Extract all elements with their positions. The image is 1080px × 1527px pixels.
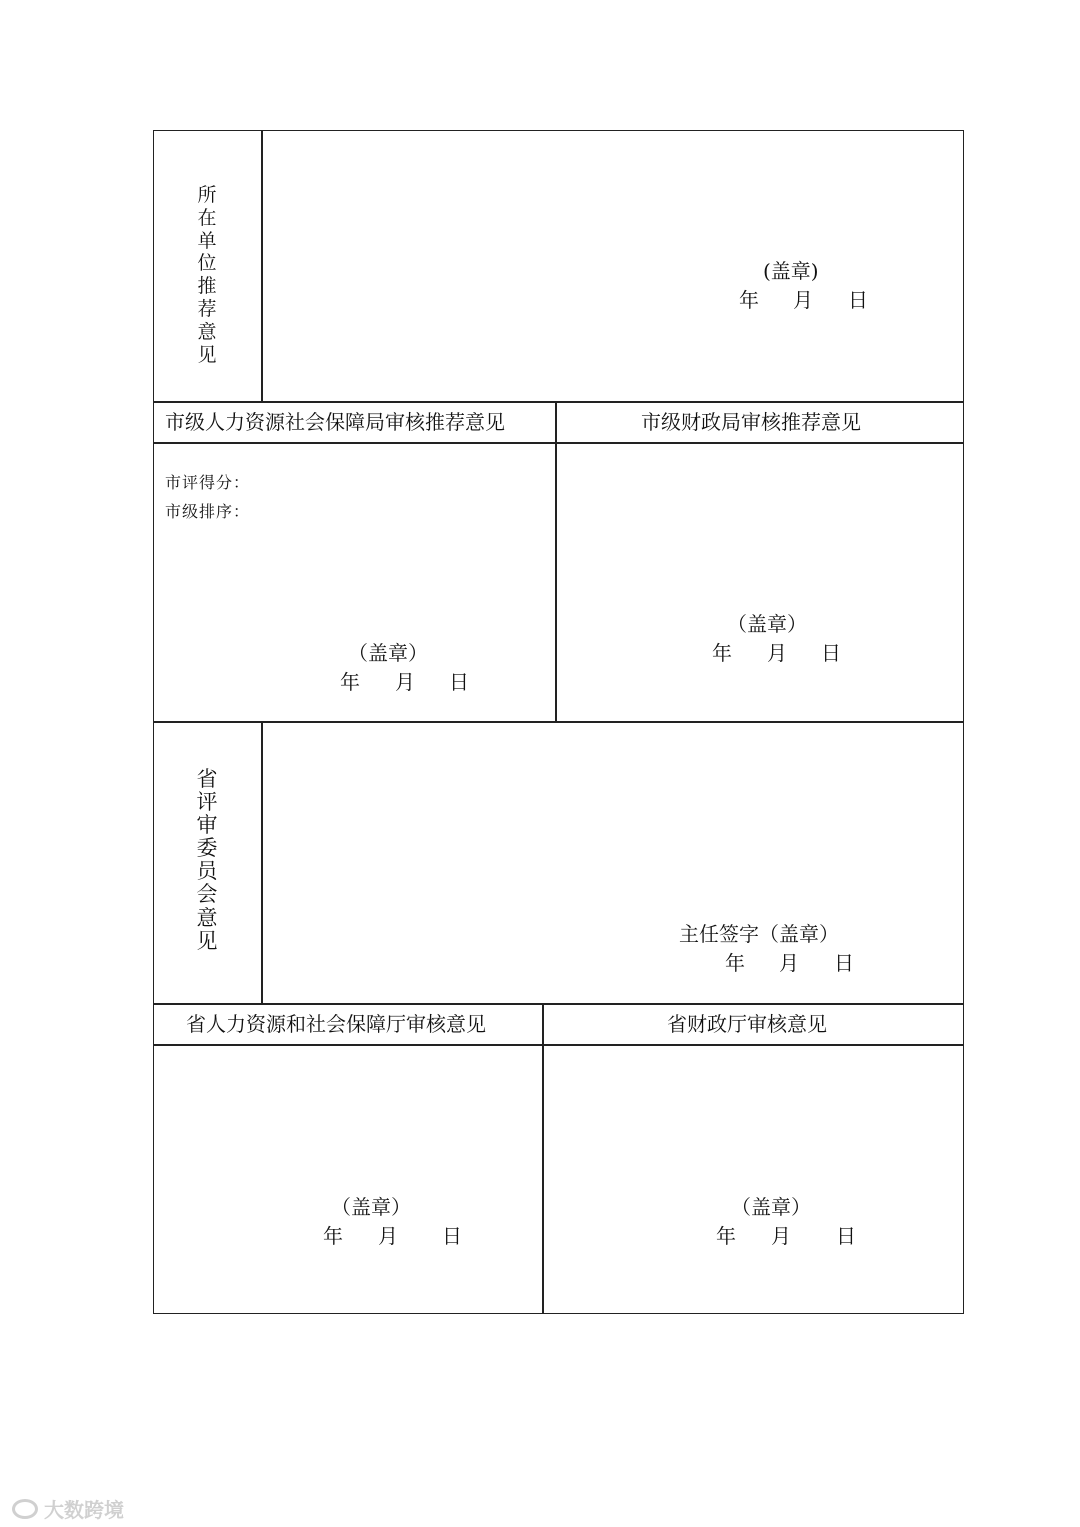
col-divider-province: [542, 1003, 544, 1314]
unit-date-year: 年: [739, 288, 759, 312]
province-hr-seal: （盖章）: [331, 1195, 411, 1219]
row-divider-1: [153, 401, 964, 403]
city-score-label: 市评得分：: [165, 473, 251, 492]
province-finance-header: 省财政厅审核意见: [667, 1012, 827, 1036]
city-hr-header: 市级人力资源社会保障局审核推荐意见: [165, 410, 505, 434]
city-finance-header: 市级财政局审核推荐意见: [641, 410, 861, 434]
city-hr-date-year: 年: [340, 670, 360, 694]
city-hr-seal: （盖章）: [348, 641, 428, 665]
col-divider-city: [555, 401, 557, 722]
col-divider-committee: [261, 721, 263, 1004]
city-finance-seal: （盖章）: [727, 612, 807, 636]
province-hr-date-month: 月: [378, 1224, 398, 1248]
col-divider-unit: [261, 130, 263, 402]
unit-date-month: 月: [793, 288, 813, 312]
province-finance-date-year: 年: [716, 1224, 736, 1248]
province-hr-date-day: 日: [442, 1224, 462, 1248]
province-hr-date-year: 年: [323, 1224, 343, 1248]
city-finance-date-month: 月: [767, 641, 787, 665]
city-hr-date-day: 日: [449, 670, 469, 694]
province-hr-header: 省人力资源和社会保障厅审核意见: [186, 1012, 486, 1036]
province-finance-date-month: 月: [771, 1224, 791, 1248]
unit-date-day: 日: [848, 288, 868, 312]
city-finance-date-year: 年: [712, 641, 732, 665]
unit-seal: (盖章): [763, 259, 819, 283]
row-divider-5: [153, 1044, 964, 1046]
province-committee-label: 省评审委员会意见: [196, 767, 218, 953]
province-finance-date-day: 日: [836, 1224, 856, 1248]
row-divider-2: [153, 442, 964, 444]
committee-date-day: 日: [834, 951, 854, 975]
unit-recommend-label: 所在单位推荐意见: [197, 184, 217, 366]
committee-date-month: 月: [779, 951, 799, 975]
city-rank-label: 市级排序：: [165, 502, 251, 521]
city-hr-date-month: 月: [395, 670, 415, 694]
row-divider-4: [153, 1003, 964, 1005]
row-divider-3: [153, 721, 964, 723]
watermark-text: 大数跨境: [44, 1498, 124, 1522]
watermark: [12, 1494, 124, 1523]
director-sign: 主任签字（盖章）: [679, 922, 839, 946]
city-finance-date-day: 日: [821, 641, 841, 665]
watermark-logo-icon: [12, 1499, 38, 1519]
province-finance-seal: （盖章）: [731, 1195, 811, 1219]
committee-date-year: 年: [725, 951, 745, 975]
